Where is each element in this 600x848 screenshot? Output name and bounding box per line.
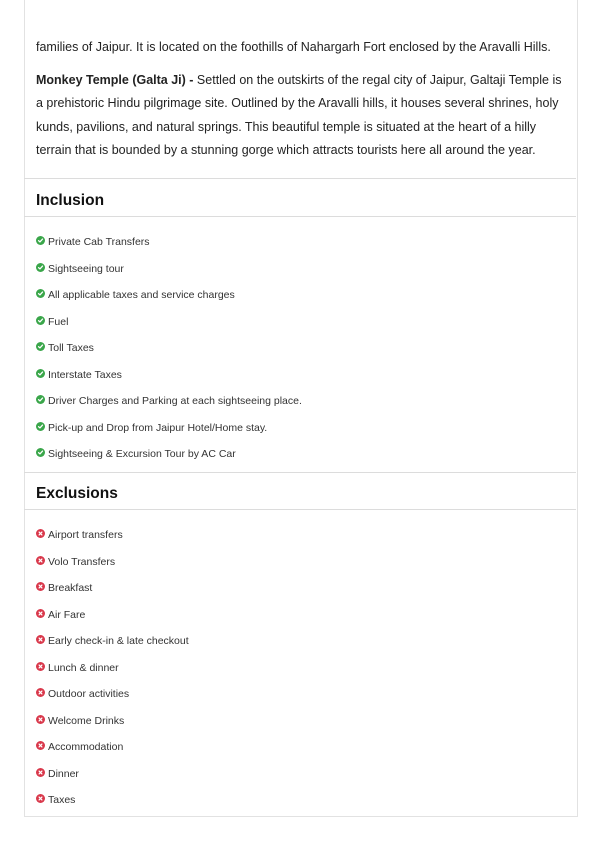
inclusion-item bbox=[36, 395, 302, 422]
exclusion-item bbox=[36, 715, 189, 742]
divider bbox=[24, 178, 576, 179]
exclusion-item-label: Dinner bbox=[48, 767, 79, 780]
exclusion-item bbox=[36, 662, 189, 689]
exclusion-item-label: Accommodation bbox=[48, 741, 124, 753]
exclusion-item-label: Early check-in & late checkout bbox=[48, 635, 189, 647]
intro-line: families of Jaipur. It is located on the foothills of Nahargarh Fort enclosed by the Aravalli Hills. bbox=[36, 40, 551, 54]
x-circle-icon bbox=[36, 768, 45, 777]
divider bbox=[24, 216, 576, 217]
inclusion-item bbox=[36, 369, 302, 396]
exclusion-item-label: Outdoor activities bbox=[48, 688, 130, 700]
inclusion-item bbox=[36, 422, 302, 449]
exclusion-item-label: Welcome Drinks bbox=[48, 714, 125, 727]
check-circle-icon bbox=[36, 289, 45, 298]
check-circle-icon bbox=[36, 369, 45, 378]
exclusion-item-label: Airport transfers bbox=[48, 529, 123, 541]
exclusion-item bbox=[36, 794, 189, 821]
inclusion-item-label: Sightseeing tour bbox=[48, 262, 124, 275]
exclusions-list bbox=[36, 529, 189, 821]
check-circle-icon bbox=[36, 236, 45, 245]
x-circle-icon bbox=[36, 635, 45, 644]
monkey-temple-paragraph bbox=[36, 69, 566, 163]
x-circle-icon bbox=[36, 609, 45, 618]
exclusion-item-label: Air Fare bbox=[48, 608, 86, 621]
x-circle-icon bbox=[36, 582, 45, 591]
inclusion-item bbox=[36, 316, 302, 343]
check-circle-icon bbox=[36, 316, 45, 325]
monkey-temple-title: Monkey Temple (Galta Ji) - bbox=[36, 72, 194, 87]
x-circle-icon bbox=[36, 794, 45, 803]
inclusion-item-label: Fuel bbox=[48, 315, 69, 328]
exclusion-item bbox=[36, 741, 189, 768]
exclusion-item bbox=[36, 635, 189, 662]
exclusion-item-label: Lunch & dinner bbox=[48, 661, 119, 674]
check-circle-icon bbox=[36, 395, 45, 404]
check-circle-icon bbox=[36, 342, 45, 351]
exclusion-item-label: Volo Transfers bbox=[48, 555, 116, 568]
exclusion-item-label: Taxes bbox=[48, 794, 76, 806]
exclusion-item-label: Breakfast bbox=[48, 582, 93, 594]
inclusion-item bbox=[36, 236, 302, 263]
inclusion-item-label: Toll Taxes bbox=[48, 342, 94, 354]
divider bbox=[24, 472, 576, 473]
inclusion-title: Inclusion bbox=[36, 192, 105, 209]
inclusion-item-label: All applicable taxes and service charges bbox=[48, 289, 235, 301]
inclusion-item-label: Interstate Taxes bbox=[48, 368, 122, 381]
exclusion-item bbox=[36, 582, 189, 609]
inclusion-item bbox=[36, 263, 302, 290]
x-circle-icon bbox=[36, 741, 45, 750]
inclusion-list bbox=[36, 236, 302, 475]
inclusion-item-label: Driver Charges and Parking at each sightseeing place. bbox=[48, 395, 302, 407]
check-circle-icon bbox=[36, 263, 45, 272]
monkey-temple-text: Settled on the outskirts of the regal city of Jaipur, Galtaji Temple is a prehistoric Hindu pilgrimage site. Outlined by the Aravalli hills, it houses several shrines, holy kunds, pavilions, and natural springs. This beautiful temple is situated at the heart of a hilly terrain that is bounded by a stunning gorge which attracts tourists here all around the year. bbox=[36, 72, 562, 157]
inclusion-item bbox=[36, 289, 302, 316]
x-circle-icon bbox=[36, 529, 45, 538]
exclusion-item bbox=[36, 556, 189, 583]
exclusion-item bbox=[36, 688, 189, 715]
exclusion-item bbox=[36, 609, 189, 636]
x-circle-icon bbox=[36, 715, 45, 724]
x-circle-icon bbox=[36, 688, 45, 697]
exclusion-item bbox=[36, 768, 189, 795]
inclusion-item bbox=[36, 448, 302, 475]
exclusion-item bbox=[36, 529, 189, 556]
x-circle-icon bbox=[36, 662, 45, 671]
exclusions-title: Exclusions bbox=[36, 485, 118, 502]
inclusion-item-label: Sightseeing & Excursion Tour by AC Car bbox=[48, 448, 236, 460]
check-circle-icon bbox=[36, 422, 45, 431]
check-circle-icon bbox=[36, 448, 45, 457]
divider bbox=[24, 509, 576, 510]
inclusion-item bbox=[36, 342, 302, 369]
inclusion-item-label: Pick-up and Drop from Jaipur Hotel/Home stay. bbox=[48, 421, 268, 434]
intro-text bbox=[36, 36, 566, 172]
x-circle-icon bbox=[36, 556, 45, 565]
inclusion-item-label: Private Cab Transfers bbox=[48, 236, 150, 248]
